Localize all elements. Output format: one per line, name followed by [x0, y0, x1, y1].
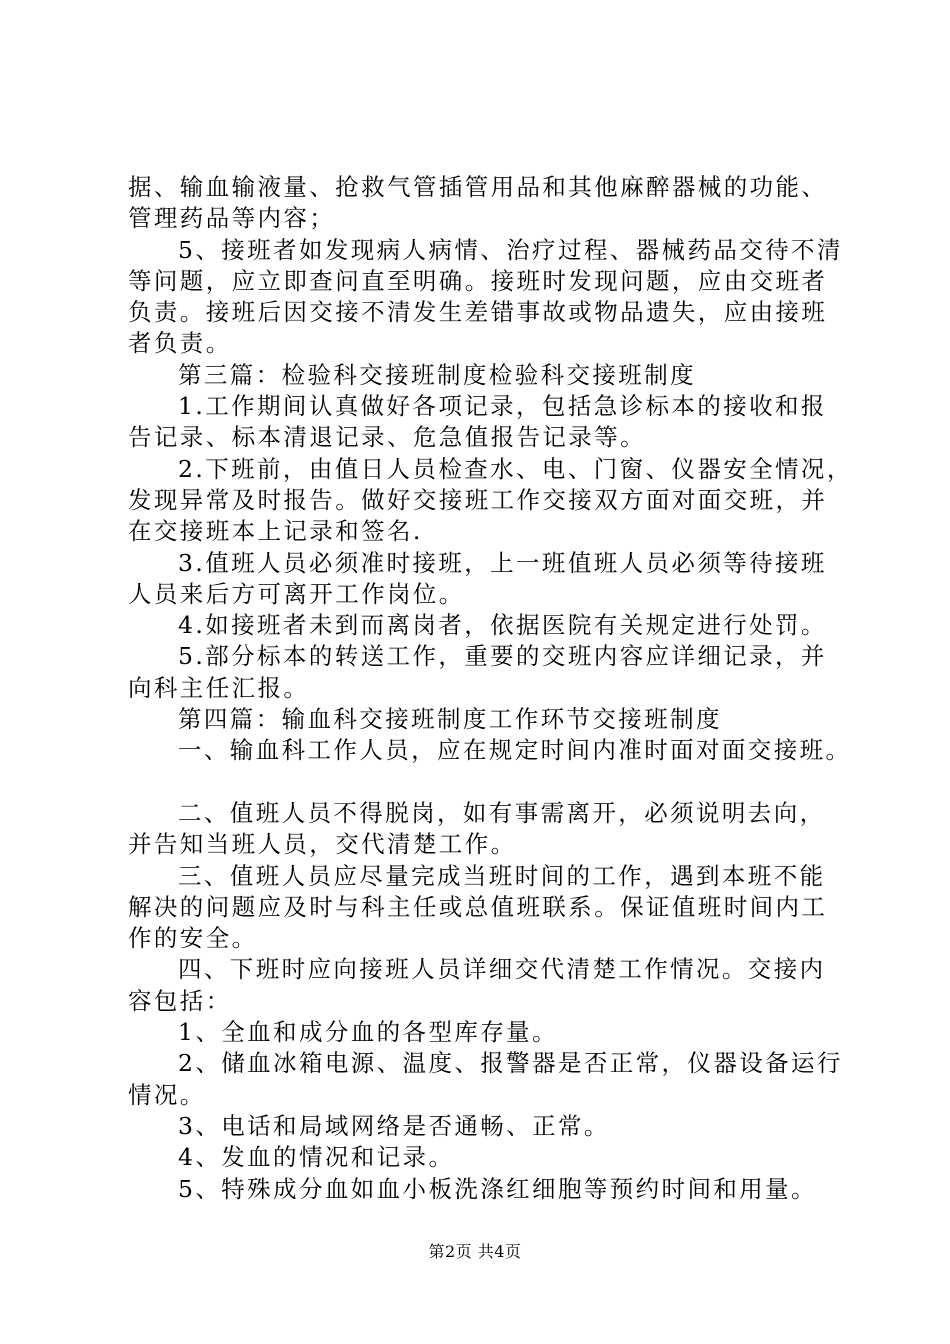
text-line: 负责。接班后因交接不清发生差错事故或物品遗失，应由接班	[128, 298, 828, 327]
text-line: 5、接班者如发现病人病情、治疗过程、器械药品交待不清	[178, 235, 843, 264]
text-line: 解决的问题应及时与科主任或总值班联系。保证值班时间内工	[128, 892, 828, 921]
blank-line	[128, 767, 840, 798]
text-line: 向科主任汇报。	[128, 673, 310, 702]
text-line: 二、值班人员不得脱岗，如有事需离开，必须说明去向，	[178, 798, 826, 827]
text-line: 并告知当班人员，交代清楚工作。	[128, 830, 517, 859]
text-line: 3、电话和局域网络是否通畅、正常。	[178, 1111, 610, 1140]
text-line: 2.下班前，由值日人员检查水、电、门窗、仪器安全情况，	[178, 454, 853, 483]
text-line: 告记录、标本清退记录、危急值报告记录等。	[128, 423, 646, 452]
text-line: 1、全血和成分血的各型库存量。	[178, 1018, 558, 1047]
text-line: 等问题，应立即查问直至明确。接班时发现问题，应由交班者	[128, 266, 828, 295]
document-body	[128, 172, 853, 1205]
text-line: 第三篇：检验科交接班制度检验科交接班制度	[178, 360, 696, 389]
text-line: 人员来后方可离开工作岗位。	[128, 579, 465, 608]
text-line: 4、发血的情况和记录。	[178, 1143, 455, 1172]
page-footer: 第2页 共4页	[428, 1242, 522, 1261]
text-line: 三、值班人员应尽量完成当班时间的工作，遇到本班不能	[178, 861, 826, 890]
text-line: 2、储血冰箱电源、温度、报警器是否正常，仪器设备运行	[178, 1049, 843, 1078]
text-line: 者负责。	[128, 329, 232, 358]
text-line: 1.工作期间认真做好各项记录，包括急诊标本的接收和报	[178, 392, 827, 421]
text-line: 5、特殊成分血如血小板洗涤红细胞等预约时间和用量。	[178, 1174, 817, 1203]
text-line: 情况。	[128, 1080, 206, 1109]
text-line: 四、下班时应向接班人员详细交代清楚工作情况。交接内	[178, 955, 826, 984]
text-line: 一、输血科工作人员，应在规定时间内准时面对面交接班。	[178, 736, 852, 765]
text-line: 作的安全。	[128, 924, 258, 953]
text-line: 容包括：	[128, 986, 232, 1015]
text-line: 3.值班人员必须准时接班，上一班值班人员必须等待接班	[178, 548, 827, 577]
text-line: 在交接班本上记录和签名.	[128, 517, 423, 546]
text-line: 据、输血输液量、抢救气管插管用品和其他麻醉器械的功能、	[128, 173, 828, 201]
text-line: 4.如接班者未到而离岗者，依据医院有关规定进行处罚。	[178, 611, 827, 640]
text-line: 第四篇：输血科交接班制度工作环节交接班制度	[178, 705, 722, 734]
text-line: 管理药品等内容；	[128, 204, 336, 233]
text-line: 5.部分标本的转送工作，重要的交班内容应详细记录，并	[178, 642, 827, 671]
text-line: 发现异常及时报告。做好交接班工作交接双方面对面交班，并	[128, 485, 828, 514]
